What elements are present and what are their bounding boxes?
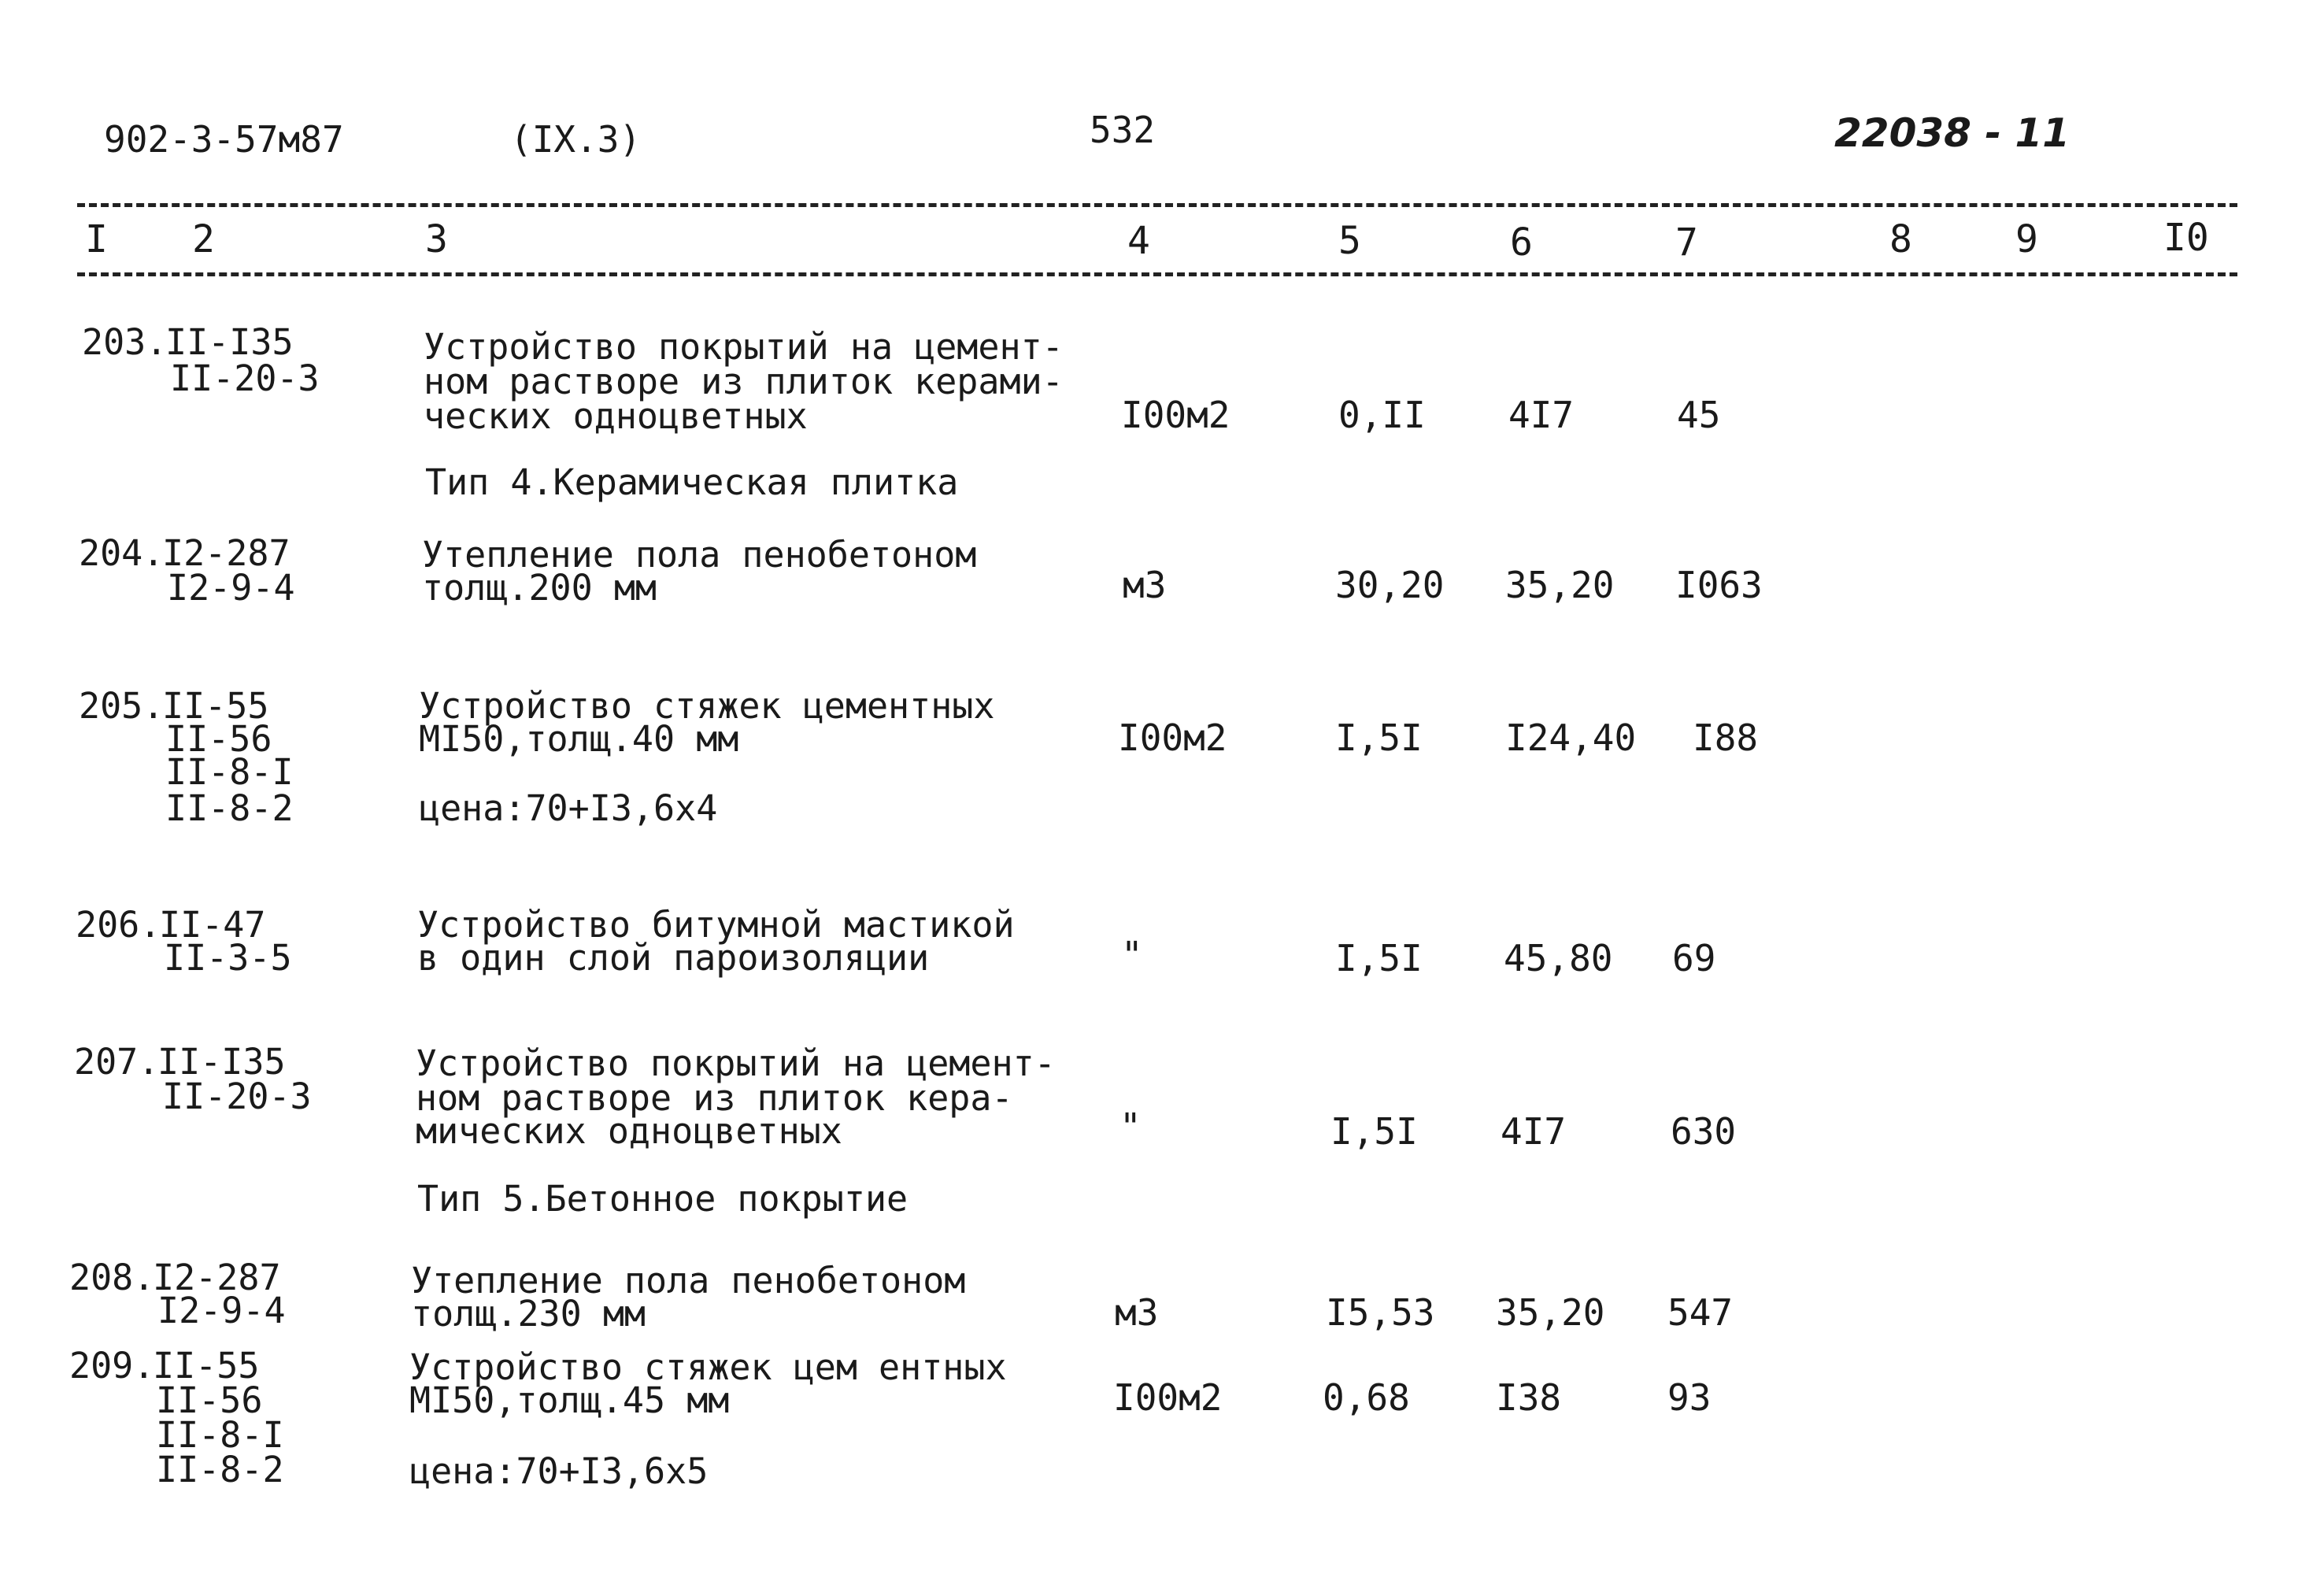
row-209-code-4: II-8-2 bbox=[156, 1449, 284, 1490]
row-207-unit-price: 4I7 bbox=[1501, 1110, 1567, 1153]
column-header-3: 3 bbox=[425, 217, 448, 261]
row-206-desc-line-2: в один слой пароизоляции bbox=[417, 937, 930, 979]
row-204-quantity: 30,20 bbox=[1335, 564, 1445, 606]
row-209-quantity: 0,68 bbox=[1323, 1376, 1410, 1419]
column-header-6: 6 bbox=[1510, 220, 1533, 265]
row-209-code-1: II-55 bbox=[153, 1345, 260, 1387]
row-205-code-4: II-8-2 bbox=[165, 787, 294, 829]
row-207-quantity: I,5I bbox=[1330, 1110, 1418, 1153]
row-203-code-2: II-20-3 bbox=[170, 357, 320, 399]
section-code: (IX.3) bbox=[510, 118, 642, 161]
row-208-quantity: I5,53 bbox=[1326, 1291, 1435, 1334]
row-209-number: 209. bbox=[69, 1345, 155, 1387]
row-206-unit-price: 45,80 bbox=[1504, 937, 1613, 979]
row-207-unit-ditto: " bbox=[1119, 1105, 1142, 1148]
column-header-7: 7 bbox=[1675, 220, 1698, 265]
row-209-unit: I00м2 bbox=[1113, 1376, 1223, 1419]
row-209-code-3: II-8-I bbox=[156, 1414, 284, 1456]
row-206-code-2: II-3-5 bbox=[164, 937, 292, 979]
row-209-desc-line-2: MI50,толщ.45 мм bbox=[409, 1379, 730, 1421]
row-208-unit: м3 bbox=[1115, 1291, 1159, 1334]
column-header-5: 5 bbox=[1338, 219, 1361, 263]
row-208-code-2: I2-9-4 bbox=[157, 1290, 286, 1331]
row-205-code-3: II-8-I bbox=[165, 751, 294, 793]
row-204-code-1: I2-287 bbox=[162, 532, 290, 574]
row-205-number: 205. bbox=[79, 685, 165, 727]
row-203-desc-line-2: ном растворе из плиток керами- bbox=[424, 361, 1064, 402]
row-204-number: 204. bbox=[79, 532, 165, 574]
row-208-unit-price: 35,20 bbox=[1496, 1291, 1605, 1334]
row-203-number: 203. bbox=[82, 321, 168, 363]
column-header-2: 2 bbox=[192, 217, 215, 261]
row-206-total: 69 bbox=[1672, 937, 1716, 979]
row-203-quantity: 0,II bbox=[1338, 394, 1426, 436]
page-number: 532 bbox=[1090, 109, 1156, 151]
row-205-code-1: II-55 bbox=[162, 685, 269, 727]
column-header-9: 9 bbox=[2015, 217, 2038, 261]
column-header-8: 8 bbox=[1889, 217, 1912, 261]
section-subheading-type-4: Тип 4.Керамическая плитка bbox=[425, 461, 959, 503]
row-204-desc-line-2: толщ.200 мм bbox=[422, 567, 657, 609]
section-subheading-type-5: Тип 5.Бетонное покрытие bbox=[417, 1178, 909, 1220]
header-top-rule bbox=[77, 203, 2237, 207]
row-208-code-1: I2-287 bbox=[153, 1257, 281, 1298]
row-206-desc-line-1: Устройство битумной мастикой bbox=[417, 904, 1015, 946]
row-208-total: 547 bbox=[1667, 1291, 1734, 1334]
row-207-desc-line-2: ном растворе из плиток кера- bbox=[416, 1077, 1013, 1119]
row-208-desc-line-2: толщ.230 мм bbox=[411, 1293, 646, 1335]
row-203-total: 45 bbox=[1677, 394, 1721, 436]
row-205-total: I88 bbox=[1693, 716, 1759, 759]
row-206-unit-ditto: " bbox=[1121, 934, 1143, 976]
row-207-total: 630 bbox=[1671, 1110, 1737, 1153]
row-204-unit: м3 bbox=[1123, 564, 1167, 606]
row-204-total: I063 bbox=[1675, 564, 1763, 606]
row-203-desc-line-3: ческих одноцветных bbox=[424, 395, 808, 437]
row-204-unit-price: 35,20 bbox=[1505, 564, 1615, 606]
row-206-quantity: I,5I bbox=[1335, 937, 1423, 979]
column-header-4: 4 bbox=[1127, 219, 1150, 263]
row-203-unit: I00м2 bbox=[1121, 394, 1230, 436]
row-203-desc-line-1: Устройство покрытий на цемент- bbox=[424, 326, 1064, 368]
row-204-code-2: I2-9-4 bbox=[167, 567, 295, 609]
row-207-desc-line-1: Устройство покрытий на цемент- bbox=[416, 1042, 1056, 1084]
row-203-unit-price: 4I7 bbox=[1508, 394, 1575, 436]
column-header-10: I0 bbox=[2163, 216, 2209, 260]
header-bottom-rule bbox=[77, 272, 2237, 276]
column-header-1: I bbox=[85, 217, 108, 261]
row-205-unit-price: I24,40 bbox=[1505, 716, 1637, 759]
row-205-price-note: цена:70+I3,6x4 bbox=[419, 787, 718, 829]
row-209-desc-line-1: Устройство стяжек цем ентных bbox=[409, 1346, 1007, 1388]
row-205-quantity: I,5I bbox=[1335, 716, 1423, 759]
row-206-code-1: II-47 bbox=[159, 904, 266, 946]
document-code: 902-3-57м87 bbox=[104, 118, 344, 161]
row-205-desc-line-1: Устройство стяжек цементных bbox=[419, 685, 995, 727]
row-207-number: 207. bbox=[74, 1041, 160, 1083]
row-207-desc-line-3: мических одноцветных bbox=[416, 1110, 842, 1152]
row-208-desc-line-1: Утепление пола пенобетоном bbox=[411, 1260, 966, 1301]
row-203-code-1: II-I35 bbox=[165, 321, 294, 363]
row-206-number: 206. bbox=[76, 904, 161, 946]
row-205-unit: I00м2 bbox=[1118, 716, 1227, 759]
row-205-desc-line-2: MI50,толщ.40 мм bbox=[419, 718, 739, 760]
row-207-code-1: II-I35 bbox=[157, 1041, 286, 1083]
row-204-desc-line-1: Утепление пола пенобетоном bbox=[422, 534, 977, 576]
row-209-price-note: цена:70+I3,6x5 bbox=[409, 1450, 709, 1492]
row-209-total: 93 bbox=[1667, 1376, 1712, 1419]
row-208-number: 208. bbox=[69, 1257, 155, 1298]
row-209-unit-price: I38 bbox=[1496, 1376, 1562, 1419]
row-205-code-2: II-56 bbox=[165, 718, 272, 760]
row-207-code-2: II-20-3 bbox=[162, 1076, 312, 1117]
row-209-code-2: II-56 bbox=[156, 1379, 263, 1421]
handwritten-reference: 22038 - 11 bbox=[1834, 110, 2071, 156]
